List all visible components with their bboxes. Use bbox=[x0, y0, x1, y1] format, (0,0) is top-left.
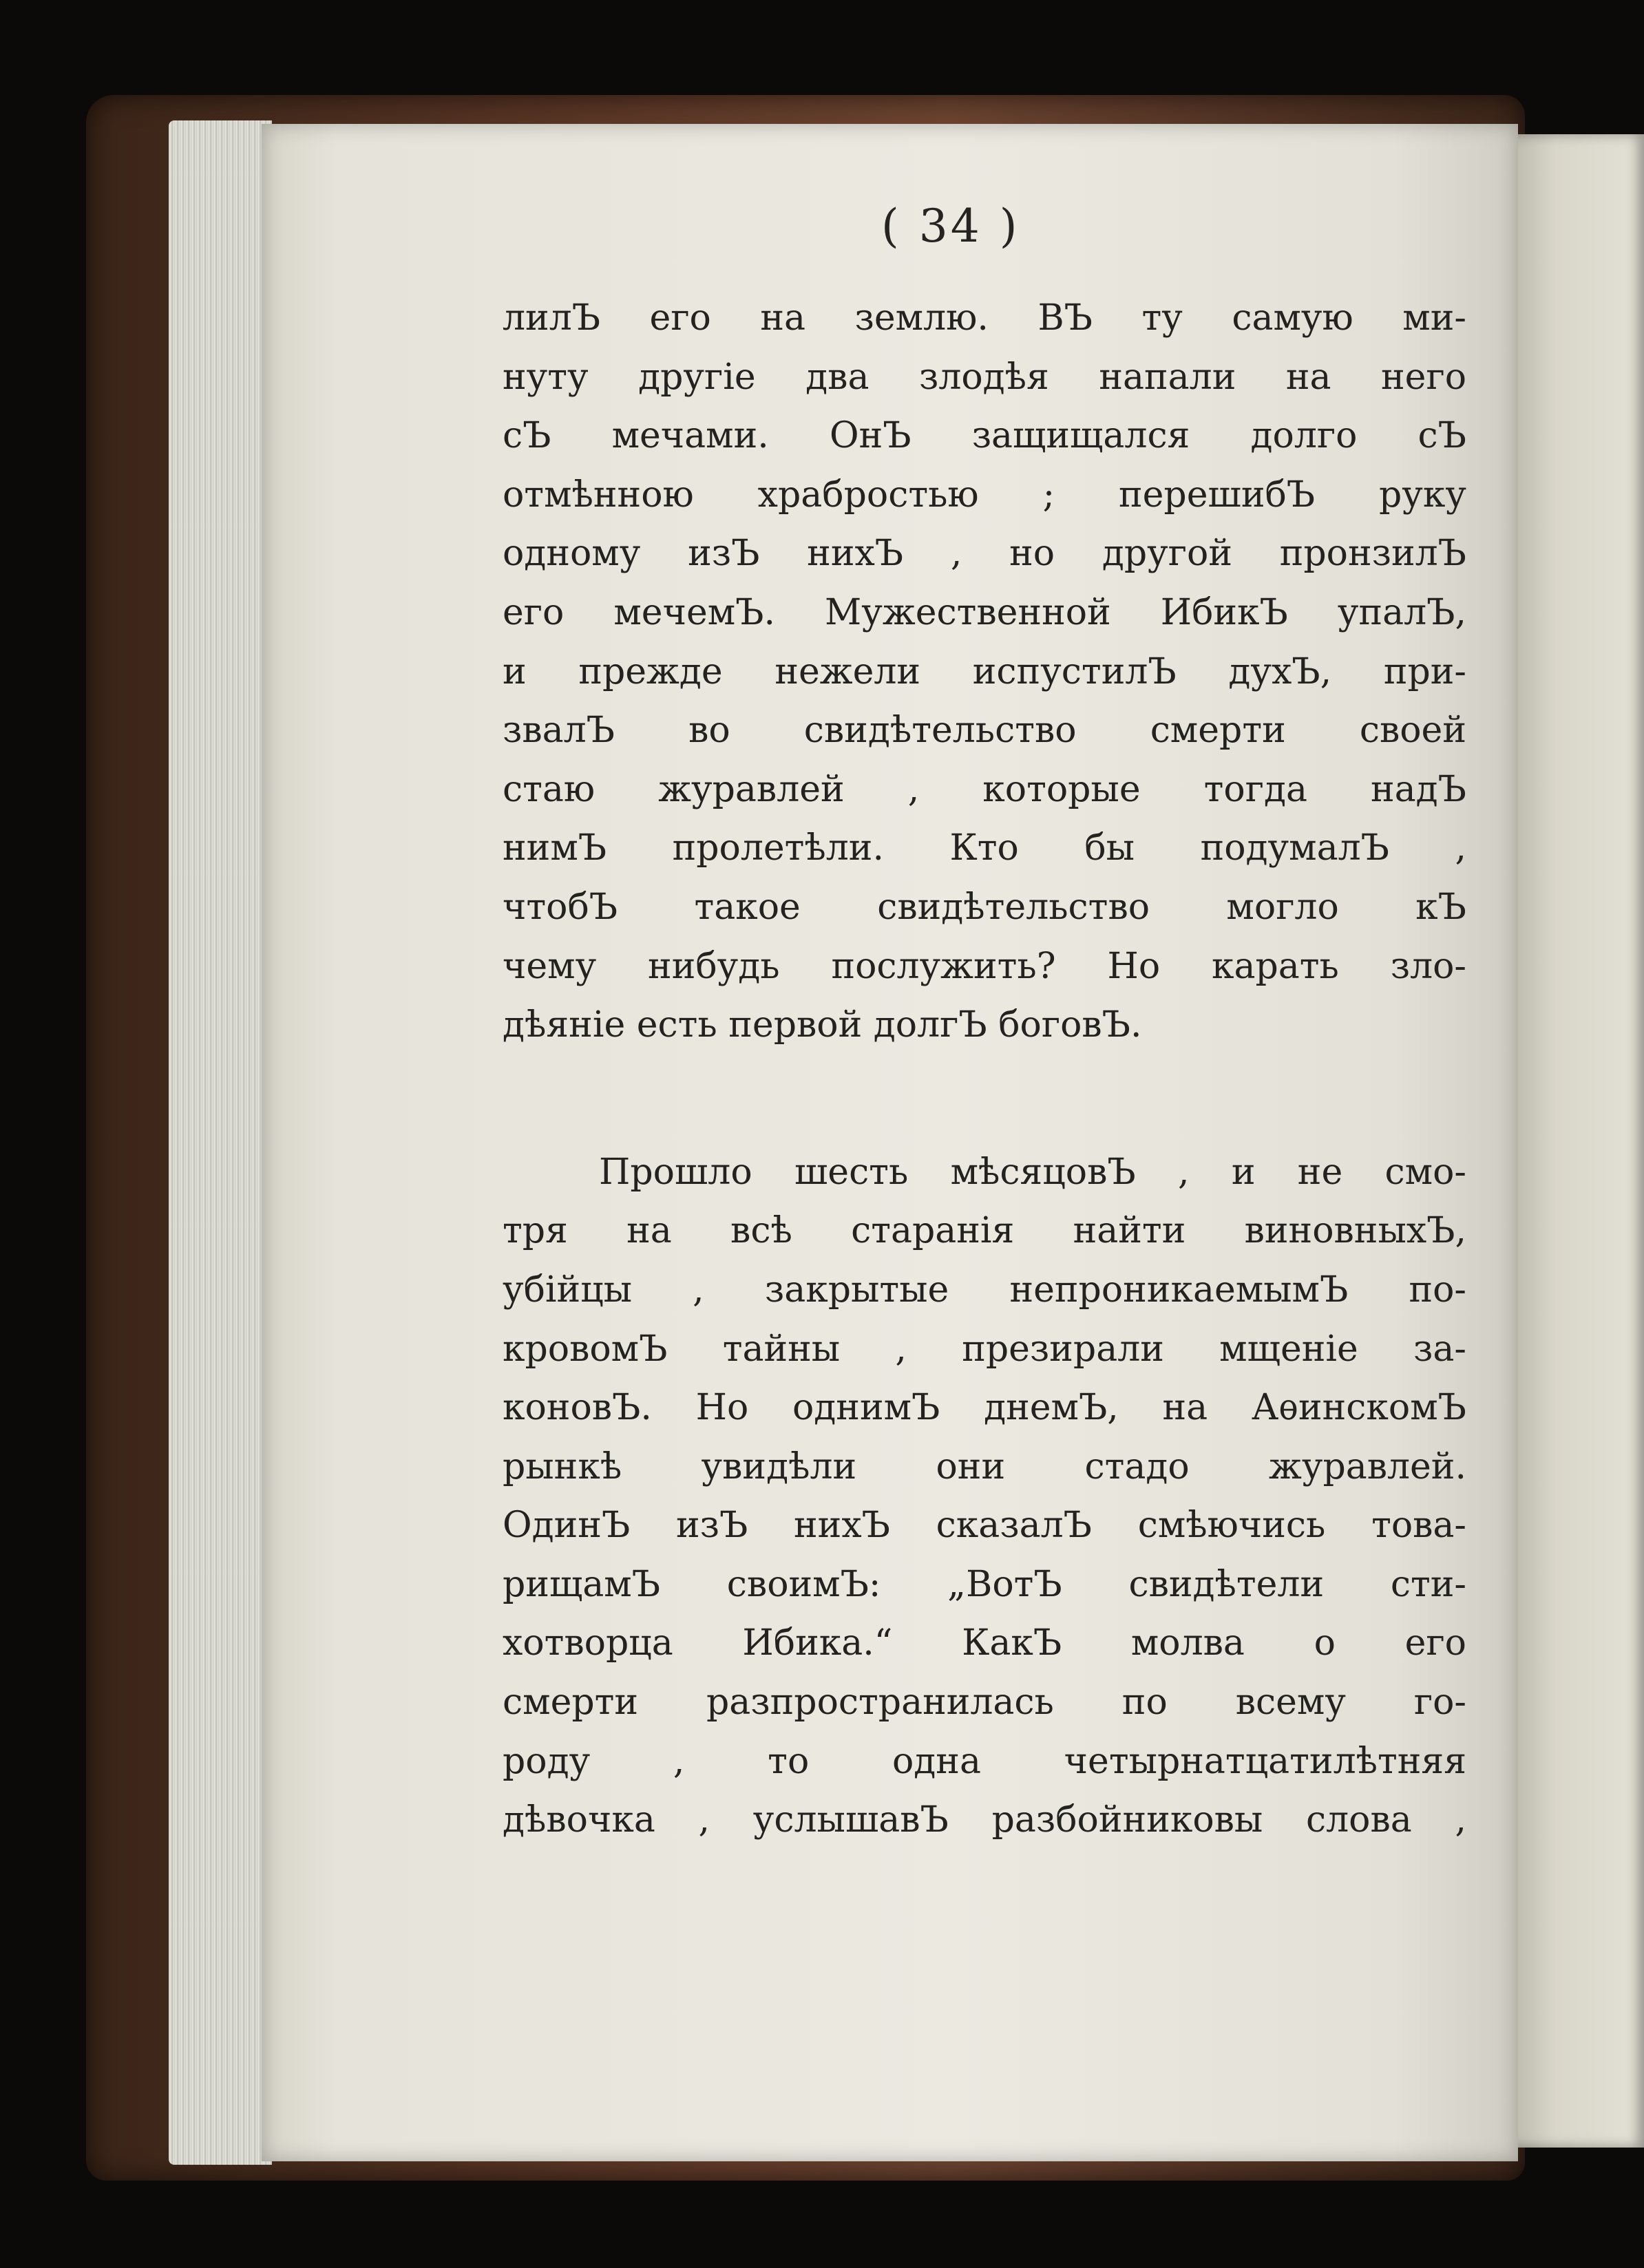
text-line: одному изЪ нихЪ , но другой пронзилЪ bbox=[503, 533, 1466, 575]
text-line: смерти разпространилась по всему го- bbox=[503, 1682, 1466, 1724]
text-line: чему нибудь послужить? Но карать зло- bbox=[503, 945, 1466, 987]
facing-page-edge bbox=[1508, 134, 1644, 2148]
page-text bbox=[503, 289, 1466, 1850]
text-line: нимЪ пролетѣли. Кто бы подумалЪ , bbox=[503, 827, 1466, 869]
text-line: рынкѣ увидѣли они стадо журавлей. bbox=[503, 1445, 1466, 1487]
text-line: коновЪ. Но однимЪ днемЪ, на АѳинскомЪ bbox=[503, 1387, 1466, 1429]
text-line: стаю журавлей , которые тогда надЪ bbox=[503, 768, 1466, 810]
text-line: Прошло шесть мѣсяцовЪ , и не смо- bbox=[599, 1151, 1466, 1193]
text-line: сЪ мечами. ОнЪ защищался долго сЪ bbox=[503, 415, 1466, 457]
text-line: убійцы , закрытые непроникаемымЪ по- bbox=[503, 1269, 1466, 1311]
paragraph-2 bbox=[503, 1143, 1466, 1850]
page-number: ( 34 ) bbox=[881, 200, 1020, 253]
text-line: и прежде нежели испустилЪ духЪ, при- bbox=[503, 650, 1466, 692]
text-line: чтобЪ такое свидѣтельство могло кЪ bbox=[503, 886, 1466, 928]
text-line: ОдинЪ изЪ нихЪ сказалЪ смѣючись това- bbox=[503, 1505, 1466, 1547]
text-line: кровомЪ тайны , презирали мщеніе за- bbox=[503, 1328, 1466, 1370]
text-line: его мечемЪ. Мужественной ИбикЪ упалЪ, bbox=[503, 591, 1466, 633]
page-edges bbox=[169, 120, 272, 2165]
text-line: роду , то одна четырнатцатилѣтняя bbox=[503, 1740, 1466, 1782]
text-line: дѣяніе есть первой долгЪ боговЪ. bbox=[503, 1004, 1142, 1046]
text-line: тря на всѣ старанія найти виновныхЪ, bbox=[503, 1210, 1466, 1252]
text-line: рищамЪ своимЪ: „ВотЪ свидѣтели сти- bbox=[503, 1563, 1466, 1605]
text-line: лилЪ его на землю. ВЪ ту самую ми- bbox=[503, 297, 1466, 339]
paragraph-gap bbox=[503, 1055, 1466, 1143]
text-line: нуту другіе два злодѣя напали на него bbox=[503, 356, 1466, 398]
text-line: отмѣнною храбростью ; перешибЪ руку bbox=[503, 474, 1466, 516]
text-line: звалЪ во свидѣтельство смерти своей bbox=[503, 710, 1466, 752]
paragraph-1 bbox=[503, 289, 1466, 1055]
text-line: хотворца Ибика.“ КакЪ молва о его bbox=[503, 1622, 1466, 1664]
text-line: дѣвочка , услышавЪ разбойниковы слова , bbox=[503, 1799, 1466, 1841]
